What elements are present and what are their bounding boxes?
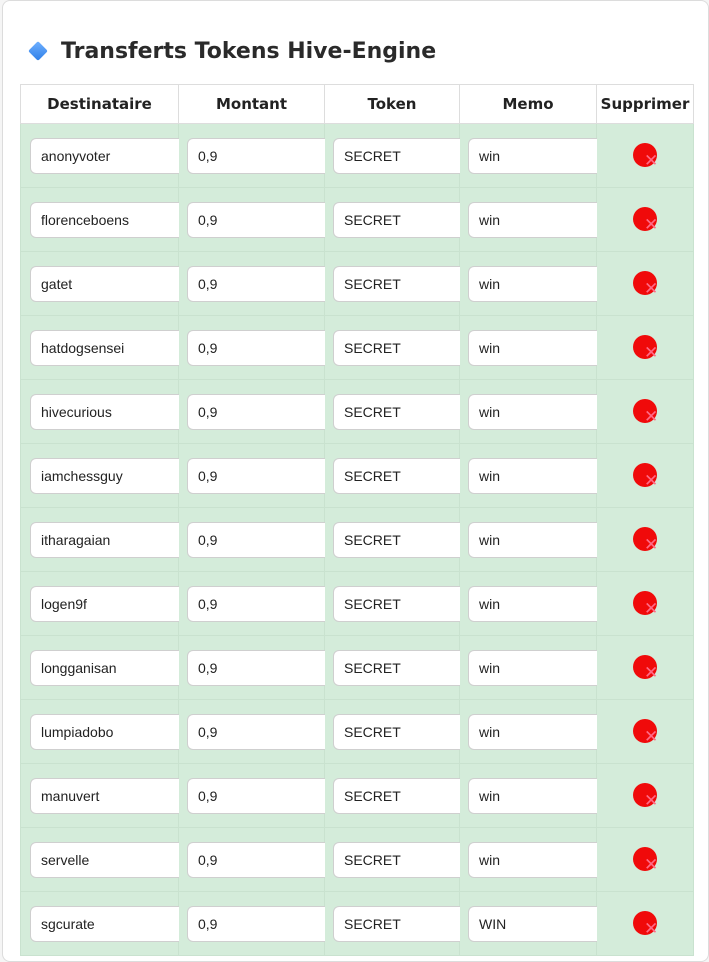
recipient-input[interactable]: hivecurious (30, 394, 192, 430)
column-header-amount: Montant (179, 85, 325, 124)
cross-mark-icon: ✕ (644, 214, 659, 235)
cross-mark-icon: ✕ (644, 470, 659, 491)
cell-recipient (21, 572, 179, 636)
cell-memo (460, 700, 597, 764)
cross-mark-icon: ✕ (644, 854, 659, 875)
cross-mark-icon: ✕ (644, 150, 659, 171)
table-row (21, 316, 694, 380)
cell-token (325, 508, 460, 572)
cell-token (325, 700, 460, 764)
delete-row-button[interactable] (633, 719, 659, 745)
cell-token (325, 124, 460, 188)
cell-token (325, 316, 460, 380)
cross-mark-icon: ✕ (644, 598, 659, 619)
table-row (21, 828, 694, 892)
cell-delete (597, 188, 694, 252)
cell-recipient (21, 892, 179, 956)
cell-amount (179, 636, 325, 700)
delete-row-button[interactable] (633, 271, 659, 297)
cell-memo (460, 828, 597, 892)
recipient-input[interactable]: gatet (30, 266, 192, 302)
amount-input[interactable]: 0,9 (187, 906, 337, 942)
delete-row-button[interactable] (633, 143, 659, 169)
delete-row-button[interactable] (633, 655, 659, 681)
cell-recipient (21, 636, 179, 700)
cell-token (325, 636, 460, 700)
cell-amount (179, 508, 325, 572)
column-header-memo: Memo (460, 85, 597, 124)
cell-recipient (21, 316, 179, 380)
amount-input[interactable]: 0,9 (187, 842, 337, 878)
cell-recipient (21, 124, 179, 188)
recipient-input[interactable]: itharagaian (30, 522, 192, 558)
token-input[interactable]: SECRET (333, 330, 471, 366)
recipient-input[interactable]: hatdogsensei (30, 330, 192, 366)
token-input[interactable]: SECRET (333, 522, 471, 558)
cell-memo (460, 188, 597, 252)
transfers-table (20, 84, 694, 956)
amount-input[interactable]: 0,9 (187, 714, 337, 750)
column-header-delete: Supprimer (597, 85, 694, 124)
cell-recipient (21, 508, 179, 572)
cell-memo (460, 380, 597, 444)
cross-mark-icon: ✕ (644, 406, 659, 427)
delete-row-button[interactable] (633, 207, 659, 233)
memo-input[interactable]: win (468, 202, 609, 238)
cell-delete (597, 636, 694, 700)
cross-mark-icon: ✕ (644, 342, 659, 363)
cell-memo (460, 636, 597, 700)
table-row (21, 444, 694, 508)
cell-recipient (21, 444, 179, 508)
cell-delete (597, 764, 694, 828)
amount-input[interactable]: 0,9 (187, 394, 337, 430)
delete-row-button[interactable] (633, 911, 659, 937)
amount-input[interactable]: 0,9 (187, 586, 337, 622)
memo-input[interactable]: win (468, 458, 609, 494)
amount-input[interactable]: 0,9 (187, 458, 337, 494)
cell-delete (597, 380, 694, 444)
cell-recipient (21, 700, 179, 764)
cross-mark-icon: ✕ (644, 918, 659, 939)
memo-input[interactable]: win (468, 778, 609, 814)
amount-input[interactable]: 0,9 (187, 522, 337, 558)
cell-memo (460, 892, 597, 956)
cell-memo (460, 252, 597, 316)
amount-input[interactable]: 0,9 (187, 650, 337, 686)
memo-input[interactable]: WIN (468, 906, 609, 942)
delete-row-button[interactable] (633, 783, 659, 809)
cell-delete (597, 444, 694, 508)
table-row (21, 252, 694, 316)
recipient-input[interactable]: logen9f (30, 586, 192, 622)
cell-amount (179, 700, 325, 764)
delete-row-button[interactable] (633, 527, 659, 553)
memo-input[interactable]: win (468, 522, 609, 558)
table-row (21, 700, 694, 764)
table-row (21, 892, 694, 956)
cell-token (325, 380, 460, 444)
memo-input[interactable]: win (468, 138, 609, 174)
memo-input[interactable]: win (468, 394, 609, 430)
token-input[interactable]: SECRET (333, 458, 471, 494)
cell-amount (179, 380, 325, 444)
page-title-text: Transferts Tokens Hive-Engine (61, 38, 437, 64)
memo-input[interactable]: win (468, 714, 609, 750)
memo-input[interactable]: win (468, 330, 609, 366)
blue-diamond-icon (28, 41, 48, 61)
cell-memo (460, 124, 597, 188)
cell-amount (179, 188, 325, 252)
cell-delete (597, 572, 694, 636)
cell-amount (179, 252, 325, 316)
delete-row-button[interactable] (633, 591, 659, 617)
cell-token (325, 892, 460, 956)
amount-input[interactable]: 0,9 (187, 330, 337, 366)
amount-input[interactable]: 0,9 (187, 202, 337, 238)
cell-memo (460, 764, 597, 828)
cell-token (325, 828, 460, 892)
token-input[interactable]: SECRET (333, 394, 471, 430)
table-row (21, 124, 694, 188)
token-input[interactable]: SECRET (333, 906, 471, 942)
delete-row-button[interactable] (633, 463, 659, 489)
token-input[interactable]: SECRET (333, 202, 471, 238)
cell-delete (597, 316, 694, 380)
token-input[interactable]: SECRET (333, 714, 471, 750)
memo-input[interactable]: win (468, 266, 609, 302)
cell-amount (179, 444, 325, 508)
recipient-input[interactable]: florenceboens (30, 202, 192, 238)
table-row (21, 188, 694, 252)
token-input[interactable]: SECRET (333, 138, 471, 174)
cell-amount (179, 572, 325, 636)
cell-delete (597, 828, 694, 892)
column-header-token: Token (325, 85, 460, 124)
table-row (21, 636, 694, 700)
cross-mark-icon: ✕ (644, 278, 659, 299)
cell-token (325, 188, 460, 252)
cell-delete (597, 124, 694, 188)
amount-input[interactable]: 0,9 (187, 266, 337, 302)
cell-token (325, 252, 460, 316)
cell-delete (597, 700, 694, 764)
cell-recipient (21, 828, 179, 892)
cross-mark-icon: ✕ (644, 534, 659, 555)
recipient-input[interactable]: iamchessguy (30, 458, 192, 494)
cell-recipient (21, 188, 179, 252)
memo-input[interactable]: win (468, 586, 609, 622)
recipient-input[interactable]: longganisan (30, 650, 192, 686)
cell-recipient (21, 764, 179, 828)
cell-recipient (21, 252, 179, 316)
table-row (21, 764, 694, 828)
cell-memo (460, 444, 597, 508)
recipient-input[interactable]: manuvert (30, 778, 192, 814)
recipient-input[interactable]: anonyvoter (30, 138, 192, 174)
cross-mark-icon: ✕ (644, 790, 659, 811)
cross-mark-icon: ✕ (644, 662, 659, 683)
page-title (27, 35, 436, 67)
amount-input[interactable]: 0,9 (187, 138, 337, 174)
table-row (21, 572, 694, 636)
cell-amount (179, 828, 325, 892)
cell-token (325, 764, 460, 828)
cell-amount (179, 316, 325, 380)
recipient-input[interactable]: servelle (30, 842, 192, 878)
table-row (21, 508, 694, 572)
table-row (21, 380, 694, 444)
recipient-input[interactable]: sgcurate (30, 906, 192, 942)
cell-token (325, 572, 460, 636)
column-header-recipient: Destinataire (21, 85, 179, 124)
cell-amount (179, 124, 325, 188)
amount-input[interactable]: 0,9 (187, 778, 337, 814)
memo-input[interactable]: win (468, 650, 609, 686)
cell-memo (460, 508, 597, 572)
cell-memo (460, 316, 597, 380)
cross-mark-icon: ✕ (644, 726, 659, 747)
cell-delete (597, 892, 694, 956)
token-input[interactable]: SECRET (333, 650, 471, 686)
cell-amount (179, 892, 325, 956)
token-input[interactable]: SECRET (333, 778, 471, 814)
cell-delete (597, 508, 694, 572)
delete-row-button[interactable] (633, 847, 659, 873)
token-input[interactable]: SECRET (333, 586, 471, 622)
cell-delete (597, 252, 694, 316)
delete-row-button[interactable] (633, 399, 659, 425)
recipient-input[interactable]: lumpiadobo (30, 714, 192, 750)
cell-amount (179, 764, 325, 828)
cell-token (325, 444, 460, 508)
cell-memo (460, 572, 597, 636)
table-header-row (21, 85, 694, 124)
token-input[interactable]: SECRET (333, 842, 471, 878)
memo-input[interactable]: win (468, 842, 609, 878)
token-input[interactable]: SECRET (333, 266, 471, 302)
delete-row-button[interactable] (633, 335, 659, 361)
cell-recipient (21, 380, 179, 444)
